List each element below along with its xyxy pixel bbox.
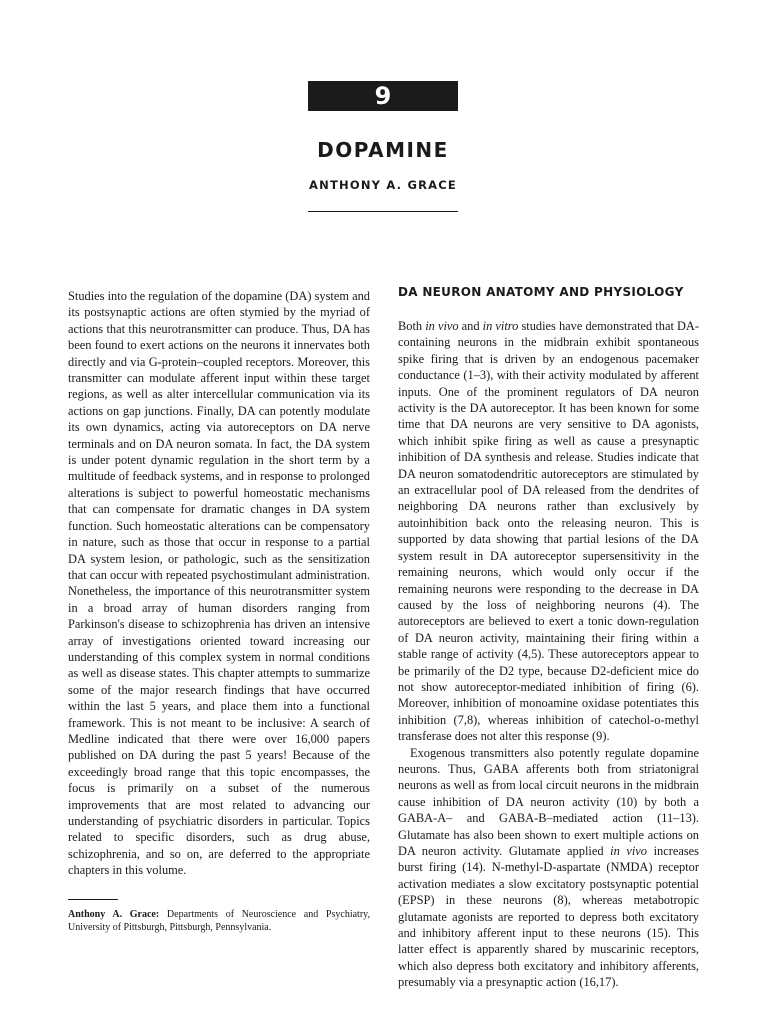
p1-text-c: and	[458, 319, 483, 333]
footnote-affiliation: Departments of Neuroscience and Psychiatry, University of Pittsburgh, Pittsburgh, Pennsylvania.	[68, 909, 370, 933]
p2-text-c: increases burst firing (14). N-methyl-D-aspartate (NMDA) receptor activation mediates a slow excitatory postsynaptic potential (EPSP) in these neurons (8), whereas metabotropic glutamate agonists are reported to depress both excitatory and inhibitory afferent input to these neurons (15). This latter effect is apparently shared by muscarinic receptors, which also depress both excitatory and inhibitory afferents, presumably via a presynaptic action (16,17).	[398, 844, 699, 990]
p1-italic-in-vivo: in vivo	[425, 319, 459, 333]
body-paragraph-2	[398, 745, 699, 991]
chapter-title: DOPAMINE	[317, 138, 449, 162]
chapter-number: 9	[374, 82, 392, 110]
footnote-author-name: Anthony A. Grace:	[68, 909, 160, 920]
title-divider	[308, 211, 458, 212]
intro-paragraph: Studies into the regulation of the dopamine (DA) system and its postsynaptic actions are often stymied by the myriad of actions that this neurotransmitter can produce. Thus, DA has been found to exert actions on the neurons it innervates both directly and via G-protein–coupled receptors. Moreover, this transmitter can modulate afferent input within these target regions, as well as alter intercellular communication via its actions on gap junctions. Finally, DA can potently modulate its own dynamics, acting via autoreceptors on DA nerve terminals and on DA neuron somata. In fact, the DA system is under potent dynamic regulation in the short term by a multitude of feedback systems, and in response to prolonged alterations is subject to powerful homeostatic mechanisms that can compensate for dramatic changes in DA system function. Such homeostatic alterations can be compensatory in nature, such as those that occur in response to a partial DA system lesion, or pathologic, such as the sensitization that can occur with repeated psychostimulant administration. Nonetheless, the importance of this neurotransmitter system in a broad array of human disorders ranging from Parkinson's disease to schizophrenia has driven an intensive array of investigations oriented toward increasing our understanding of this complex system in normal conditions as well as disease states. This chapter attempts to summarize some of the major research findings that have occurred within the last 5 years, and place them into a functional framework. This is not meant to be inclusive: A search of Medline indicated that there were over 16,000 papers published on DA during the past 5 years! Because of the exceedingly broad range that this topic encompasses, the focus is primarily on a subset of the numerous improvements that are most related to advancing our understanding of psychiatric disorders in particular. Topics related to specific disorders, such as drug abuse, schizophrenia, and so on, are deferred to the appropriate chapters in this volume.	[68, 289, 370, 878]
section-heading: DA NEURON ANATOMY AND PHYSIOLOGY	[398, 285, 684, 299]
author-footnote	[68, 909, 370, 934]
left-column	[68, 288, 370, 879]
p1-text-e: studies have demonstrated that DA-containing neurons in the midbrain exhibit spontaneous spike firing that is driven by an endogenous pacemaker conductance (1–3), with their activity modulated by afferent inputs. One of the prominent regulators of DA neuron activity is the DA autoreceptor. It has been known for some time that DA neurons are very sensitive to DA agonists, which inhibit spike firing as well as cause a presynaptic inhibition of DA synthesis and release. Studies indicate that DA neuron somatodendritic autoreceptors are stimulated by an extracellular pool of DA released from the dendrites of neighboring DA neurons rather than exclusively by autoinhibition back onto the releasing neuron. This is supported by data showing that partial lesions of the DA system result in DA autoreceptor supersensitivity in the remaining neurons, which would only occur if the remaining neurons were responding to the decrease in DA caused by the loss of neighboring neurons (4). The autoreceptors are believed to exert a tonic down-regulation of DA neuron activity, maintaining their firing within a stable range of activity (4,5). These autoreceptors appear to be primarily of the D2 type, because D2-deficient mice do not show autoreceptor-mediated inhibition of firing (6). Moreover, inhibition of monoamine oxidase potentiates this inhibition (7,8), whereas inhibition of catechol-o-methyl transferase does not alter this response (9).	[398, 319, 700, 744]
footnote-divider	[68, 899, 118, 900]
p2-text-a: Exogenous transmitters also potently regulate dopamine neurons. Thus, GABA afferents both from striatonigral neurons as well as from local circuit neurons in the midbrain cause inhibition of DA neuron activity (10) by both a GABA-A– and GABA-B–mediated action (11–13). Glutamate has also been shown to exert multiple actions on DA neuron activity. Glutamate applied	[398, 745, 699, 858]
body-paragraph-1	[398, 318, 699, 745]
p2-italic-in-vivo: in vivo	[610, 844, 647, 858]
chapter-number-box	[308, 81, 458, 111]
p1-italic-in-vitro: in vitro	[482, 319, 519, 333]
p1-text-a: Both	[398, 319, 426, 333]
right-column	[398, 318, 699, 991]
chapter-author: ANTHONY A. GRACE	[309, 178, 457, 192]
